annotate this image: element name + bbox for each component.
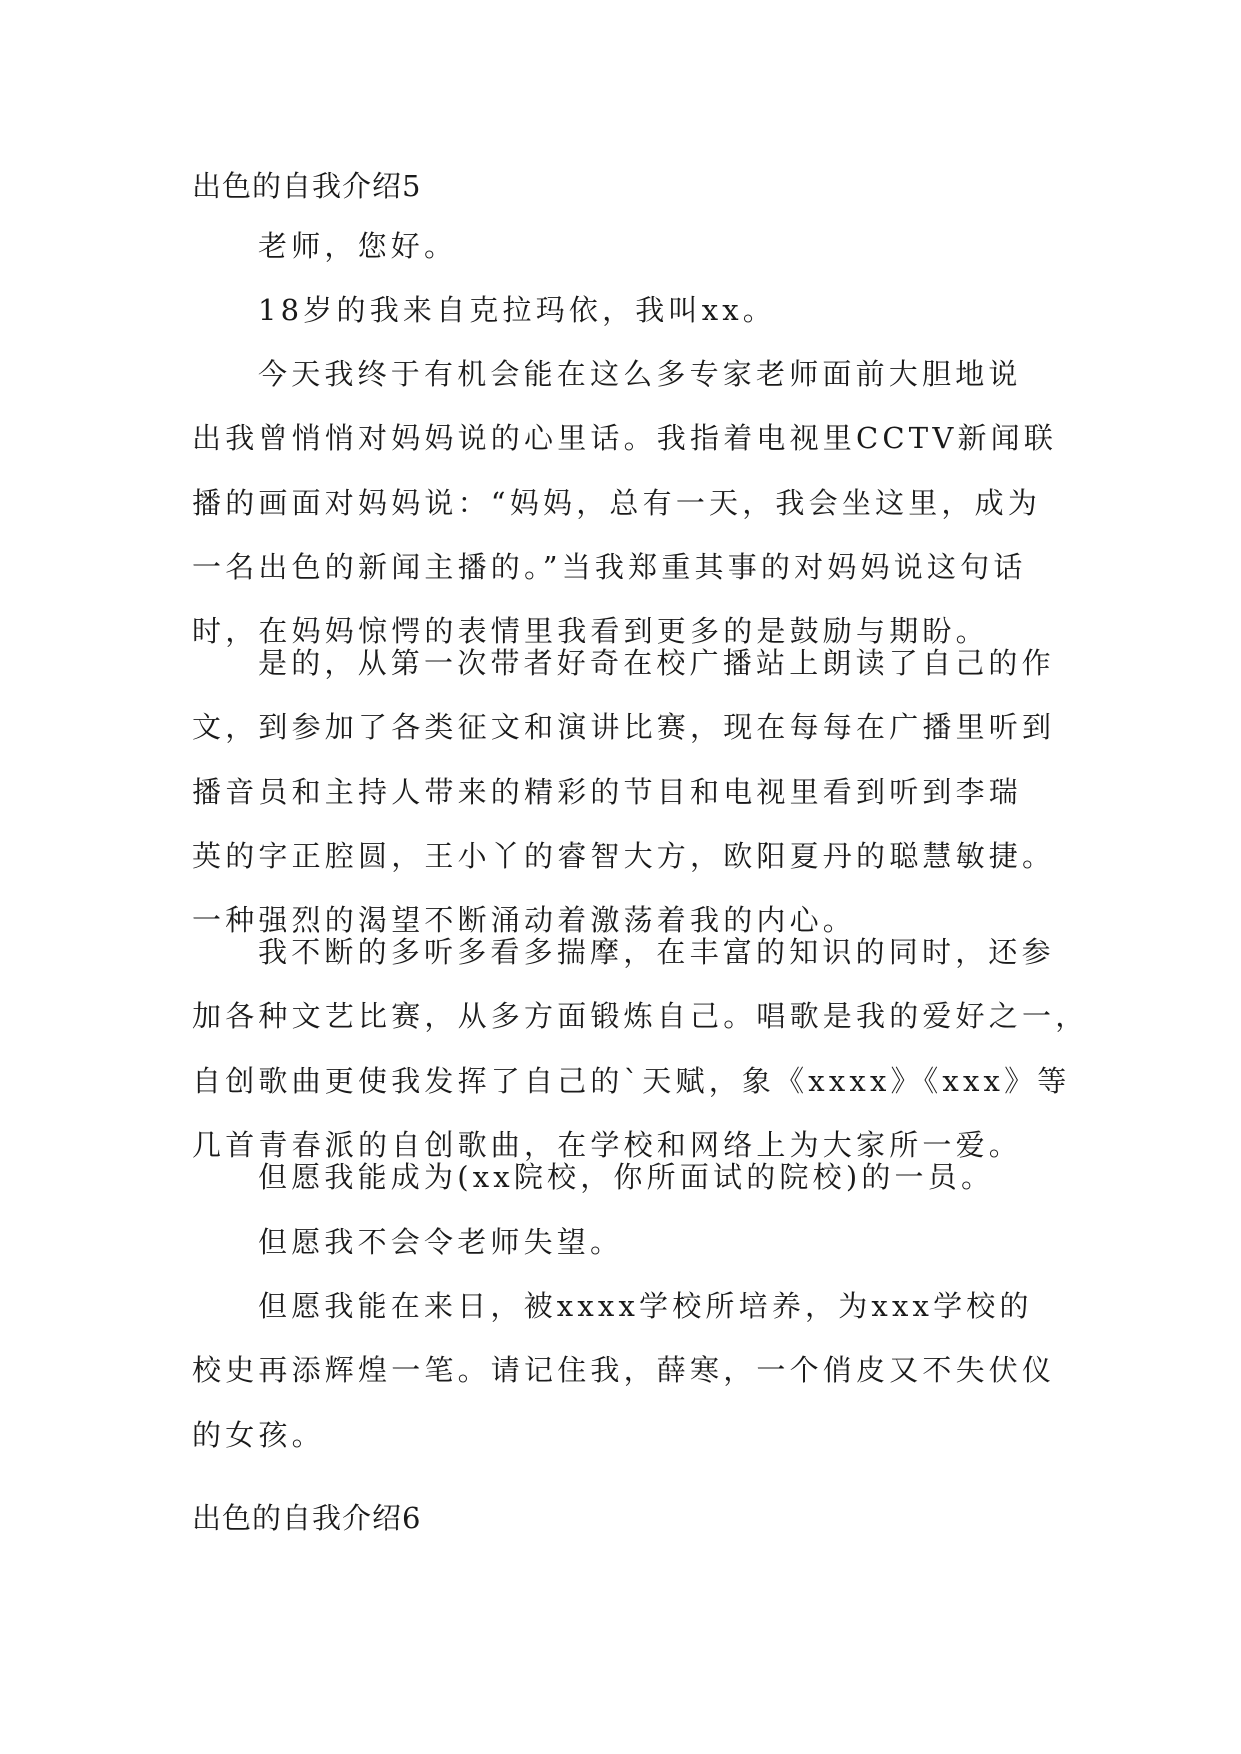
text-line: 18岁的我来自克拉玛依，我叫xx。 (258, 293, 777, 327)
text-line: 加各种文艺比赛，从多方面锻炼自己。唱歌是我的爱好之一， (192, 999, 1089, 1034)
section-heading-5: 出色的自我介绍5 (192, 169, 422, 203)
section-heading-6: 出色的自我介绍6 (192, 1501, 422, 1535)
text-line: 一名出色的新闻主播的。”当我郑重其事的对妈妈说这句话 (192, 549, 1027, 584)
text-line: 的女孩。 (192, 1417, 325, 1452)
text-line: 出我曾悄悄对妈妈说的心里话。我指着电视里CCTV新闻联 (192, 421, 1058, 456)
text-line: 是的，从第一次带者好奇在校广播站上朗读了自己的作 (258, 646, 1055, 680)
text-line: 时，在妈妈惊愕的表情里我看到更多的是鼓励与期盼。 (192, 614, 989, 649)
text-line: 但愿我能成为(xx院校，你所面试的院校)的一员。 (258, 1160, 995, 1194)
body-paragraph-experience (192, 631, 1062, 952)
body-paragraph-wish-2 (192, 1210, 1062, 1274)
body-paragraph-wish-1 (192, 1145, 1062, 1209)
text-line: 播音员和主持人带来的精彩的节目和电视里看到听到李瑞 (192, 774, 1023, 809)
body-paragraph-dream (192, 342, 1062, 663)
text-line: 一种强烈的渴望不断涌动着激荡着我的内心。 (192, 903, 857, 938)
greeting-paragraph (192, 214, 1062, 278)
text-line: 校史再添辉煌一笔。请记住我，薛寒，一个俏皮又不失伏仪 (192, 1353, 1056, 1388)
text-line: 文，到参加了各类征文和演讲比赛，现在每每在广播里听到 (192, 710, 1056, 745)
text-line: 老师，您好。 (258, 229, 458, 263)
text-line: 播的画面对妈妈说：“妈妈，总有一天，我会坐这里，成为 (192, 485, 1042, 520)
intro-paragraph (192, 278, 1062, 342)
text-line: 几首青春派的自创歌曲，在学校和网络上为大家所一爱。 (192, 1127, 1023, 1162)
text-line: 但愿我能在来日，被xxxx学校所培养，为xxx学校的 (258, 1289, 1033, 1323)
text-line: 我不断的多听多看多揣摩，在丰富的知识的同时，还参 (258, 935, 1055, 969)
body-paragraph-hobbies (192, 920, 1089, 1177)
text-line: 英的字正腔圆，王小丫的睿智大方，欧阳夏丹的聪慧敏捷。 (192, 838, 1056, 873)
text-line: 自创歌曲更使我发挥了自己的`天赋，象《xxxx》《xxx》等 (192, 1063, 1071, 1098)
body-paragraph-wish-3 (192, 1274, 1062, 1467)
text-line: 但愿我不会令老师失望。 (258, 1225, 624, 1259)
text-line: 今天我终于有机会能在这么多专家老师面前大胆地说 (258, 357, 1022, 391)
